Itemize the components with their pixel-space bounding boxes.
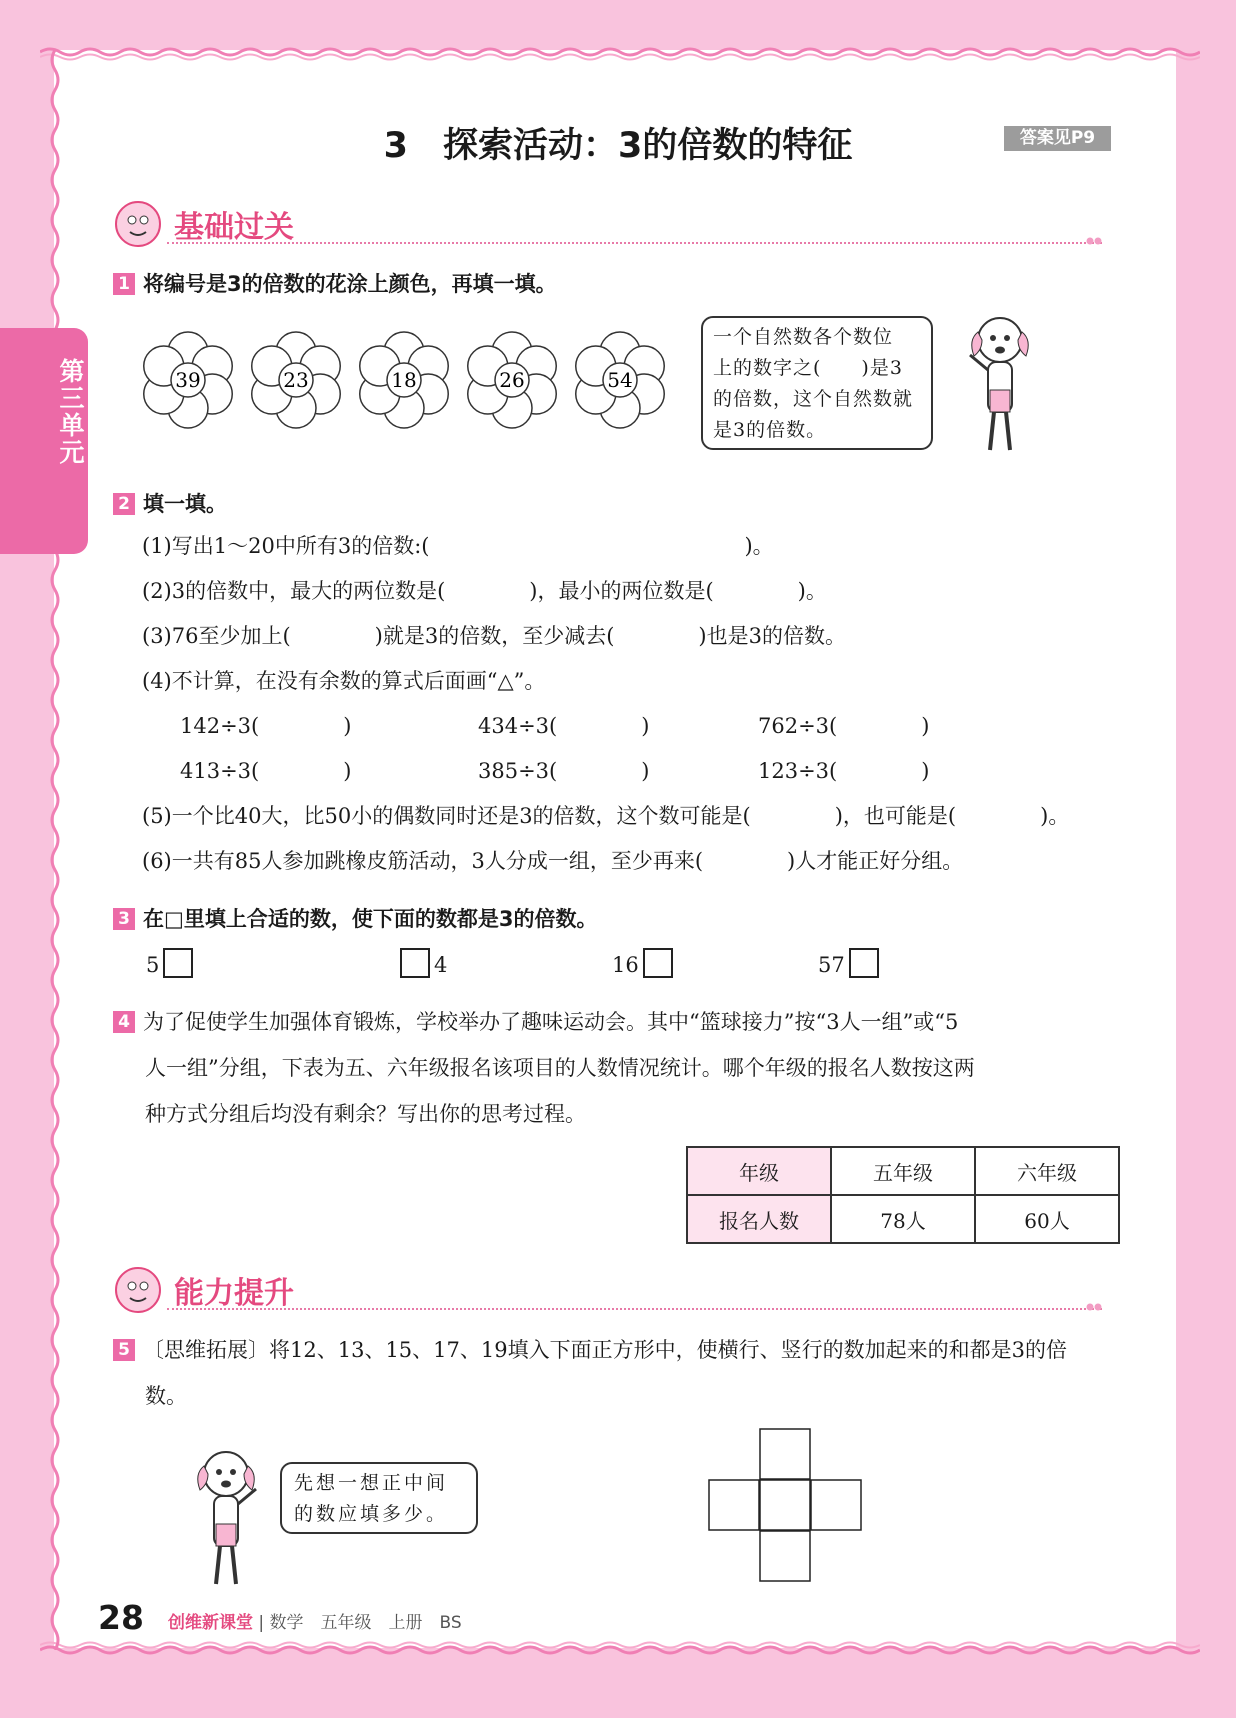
answer-box[interactable] <box>849 948 879 978</box>
flower[interactable] <box>360 332 448 428</box>
question-text: 填一填。 <box>143 492 227 516</box>
book-info: 数学 五年级 上册 BS <box>269 1613 462 1633</box>
digit-item: 5 <box>146 948 197 978</box>
table-cell: 五年级 <box>831 1147 975 1195</box>
grid-cell <box>760 1531 810 1581</box>
wavy-border-bottom <box>40 1640 1200 1660</box>
flower-row <box>138 330 678 430</box>
hint-line: 的数应填多少。 <box>294 1503 449 1525</box>
hint-line: 的倍数，这个自然数就 <box>713 388 914 410</box>
question-number: 1 <box>113 273 135 295</box>
question-2-title <box>113 488 227 518</box>
division-expression: 413÷3( ) <box>180 759 352 783</box>
flower-number: 26 <box>499 368 525 392</box>
grid-cell <box>709 1480 759 1530</box>
fill-line-4: (4)不计算，在没有余数的算式后面画“△”。 <box>142 669 546 693</box>
question-3-title <box>113 903 597 933</box>
table-cell: 年级 <box>687 1147 831 1195</box>
question-text: 将编号是3的倍数的花涂上颜色，再填一填。 <box>143 272 557 296</box>
division-expression: 142÷3( ) <box>180 714 352 738</box>
answer-box[interactable] <box>643 948 673 978</box>
digit-item: 16 <box>612 948 677 978</box>
question-number: 4 <box>113 1011 135 1033</box>
brand-name: 创维新课堂 <box>168 1613 253 1633</box>
answer-reference: 答案见P9 <box>1004 126 1111 151</box>
hint-line: 先想一想正中间 <box>294 1472 449 1494</box>
fill-line-6: (6)一共有85人参加跳橡皮筋活动，3人分成一组，至少再来( )人才能正好分组。 <box>142 849 964 873</box>
division-expression: 762÷3( ) <box>758 714 930 738</box>
fill-line-5: (5)一个比40大，比50小的偶数同时还是3的倍数，这个数可能是( )，也可能是( )。 <box>142 804 1070 828</box>
flower-number: 18 <box>391 368 417 392</box>
section-title: 能力提升 <box>174 1276 294 1311</box>
question-number: 2 <box>113 493 135 515</box>
dog-mascot-icon <box>960 310 1040 460</box>
division-expression: 385÷3( ) <box>478 759 650 783</box>
footer-info: 创维新课堂 | 数学 五年级 上册 BS <box>168 1613 462 1633</box>
wavy-border-left <box>46 50 64 1650</box>
question-number: 5 <box>113 1339 135 1361</box>
question-5-line-1: 5 〔思维拓展〕将12、13、15、17、19填入下面正方形中，使横行、竖行的数加起来的和都是3的倍 <box>113 1334 1067 1364</box>
division-expression: 123÷3( ) <box>758 759 930 783</box>
division-expression: 434÷3( ) <box>478 714 650 738</box>
monkey-mascot-icon <box>112 1262 164 1314</box>
flower[interactable] <box>252 332 340 428</box>
question-4-line-2: 人一组”分组，下表为五、六年级报名该项目的人数情况统计。哪个年级的报名人数按这两 <box>145 1056 975 1080</box>
grid-cell <box>811 1480 861 1530</box>
hint-bubble <box>701 316 933 450</box>
table-cell: 报名人数 <box>687 1195 831 1243</box>
fill-line-1: (1)写出1～20中所有3的倍数:( )。 <box>142 534 774 558</box>
unit-label: 第三单元 <box>56 358 85 466</box>
question-1-title <box>113 268 557 298</box>
flower[interactable] <box>144 332 232 428</box>
section-title: 基础过关 <box>174 210 294 245</box>
monkey-mascot-icon <box>112 196 164 248</box>
flower-number: 39 <box>175 368 201 392</box>
table-cell: 六年级 <box>975 1147 1119 1195</box>
page-title: 3 探索活动：3的倍数的特征 <box>383 126 853 166</box>
table-row <box>687 1147 1119 1195</box>
hint-line: 上的数字之( )是3 <box>713 357 903 379</box>
table-row <box>687 1195 1119 1243</box>
section-header-basic <box>112 196 1102 256</box>
flower-number: 54 <box>607 368 633 392</box>
digit-item: 4 <box>396 948 447 978</box>
hint-bubble <box>280 1462 478 1534</box>
unit-side-tab <box>0 328 88 554</box>
fill-line-2: (2)3的倍数中，最大的两位数是( )，最小的两位数是( )。 <box>142 579 827 603</box>
question-4-line-1: 4 为了促使学生加强体育锻炼，学校举办了趣味运动会。其中“篮球接力”按“3人一组”或“5 <box>113 1006 958 1036</box>
signup-table <box>686 1146 1120 1244</box>
wavy-border-top <box>40 42 1200 62</box>
flower[interactable] <box>468 332 556 428</box>
grid-cell <box>760 1480 810 1530</box>
dog-mascot-icon <box>186 1444 266 1594</box>
flower[interactable] <box>576 332 664 428</box>
question-5-line-2: 数。 <box>145 1384 187 1408</box>
table-cell: 60人 <box>975 1195 1119 1243</box>
answer-box[interactable] <box>163 948 193 978</box>
question-number: 3 <box>113 908 135 930</box>
question-text: 在□里填上合适的数，使下面的数都是3的倍数。 <box>143 907 598 931</box>
digit-item: 57 <box>818 948 883 978</box>
table-cell: 78人 <box>831 1195 975 1243</box>
flower-number: 23 <box>283 368 309 392</box>
section-header-advanced <box>112 1262 1102 1322</box>
fill-line-3: (3)76至少加上( )就是3的倍数，至少减去( )也是3的倍数。 <box>142 624 846 648</box>
hint-line: 是3的倍数。 <box>713 419 827 441</box>
cross-grid <box>708 1428 862 1582</box>
page-number: 28 <box>98 1598 144 1637</box>
question-4-line-3: 种方式分组后均没有剩余？写出你的思考过程。 <box>145 1102 586 1126</box>
answer-box[interactable] <box>400 948 430 978</box>
grid-cell <box>760 1429 810 1479</box>
hint-line: 一个自然数各个数位 <box>713 326 894 348</box>
